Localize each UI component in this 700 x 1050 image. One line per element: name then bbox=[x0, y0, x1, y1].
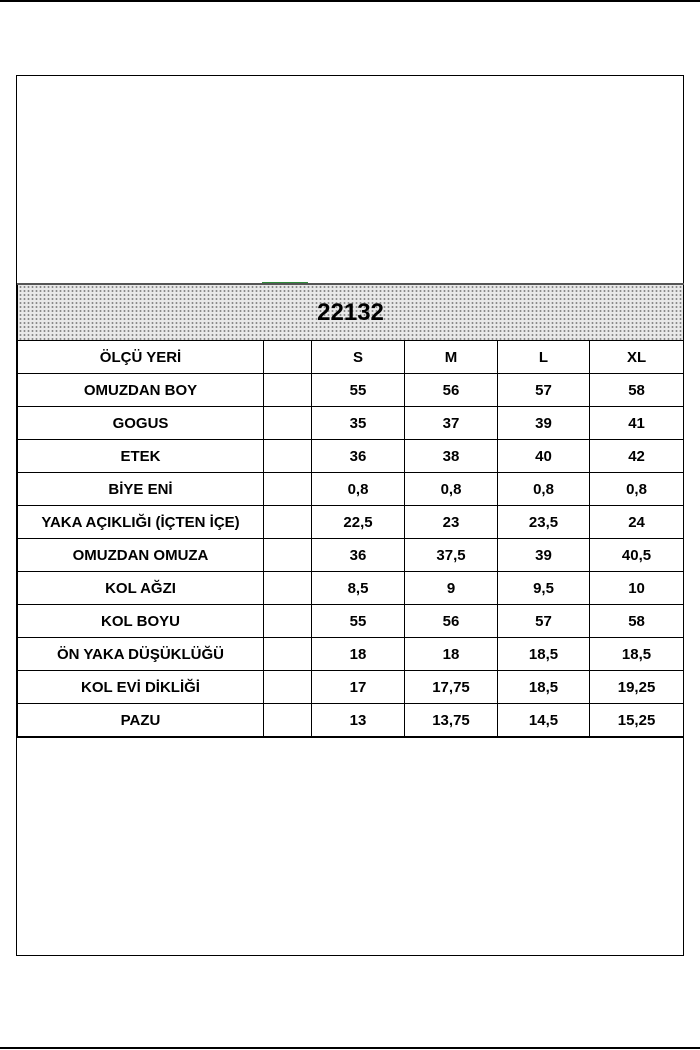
measurement-cell: 18,5 bbox=[498, 671, 590, 704]
measurement-cell: 55 bbox=[312, 605, 405, 638]
measurement-cell: 36 bbox=[312, 539, 405, 572]
product-code: 22132 bbox=[18, 284, 684, 341]
header-size-xl: XL bbox=[590, 341, 684, 374]
measurement-cell: 40,5 bbox=[590, 539, 684, 572]
measurement-cell: 17,75 bbox=[405, 671, 498, 704]
measurement-cell: 0,8 bbox=[590, 473, 684, 506]
page-bottom-rule bbox=[0, 1047, 700, 1049]
table-row bbox=[18, 407, 684, 440]
blank-cell bbox=[264, 572, 312, 605]
blank-cell bbox=[264, 407, 312, 440]
measurement-cell: 57 bbox=[498, 374, 590, 407]
measurement-cell: 24 bbox=[590, 506, 684, 539]
measurement-cell: 18,5 bbox=[498, 638, 590, 671]
row-label: ÖN YAKA DÜŞÜKLÜĞÜ bbox=[18, 638, 264, 671]
measurement-cell: 10 bbox=[590, 572, 684, 605]
row-label: BİYE ENİ bbox=[18, 473, 264, 506]
size-chart-table bbox=[17, 283, 684, 738]
table-row bbox=[18, 473, 684, 506]
measurement-cell: 58 bbox=[590, 605, 684, 638]
measurement-cell: 0,8 bbox=[405, 473, 498, 506]
row-label: OMUZDAN BOY bbox=[18, 374, 264, 407]
row-label: KOL AĞZI bbox=[18, 572, 264, 605]
blank-cell bbox=[264, 638, 312, 671]
table-row bbox=[18, 572, 684, 605]
header-blank-cell bbox=[264, 341, 312, 374]
measurement-cell: 23 bbox=[405, 506, 498, 539]
measurement-cell: 0,8 bbox=[498, 473, 590, 506]
header-size-s: S bbox=[312, 341, 405, 374]
measurement-cell: 41 bbox=[590, 407, 684, 440]
measurement-cell: 40 bbox=[498, 440, 590, 473]
measurement-cell: 55 bbox=[312, 374, 405, 407]
page-top-rule bbox=[0, 0, 700, 2]
measurement-cell: 14,5 bbox=[498, 704, 590, 738]
measurement-cell: 42 bbox=[590, 440, 684, 473]
blank-cell bbox=[264, 506, 312, 539]
table-row bbox=[18, 506, 684, 539]
table-row bbox=[18, 638, 684, 671]
measurement-cell: 13 bbox=[312, 704, 405, 738]
measurement-cell: 9 bbox=[405, 572, 498, 605]
measurement-cell: 19,25 bbox=[590, 671, 684, 704]
measurement-cell: 39 bbox=[498, 539, 590, 572]
measurement-cell: 39 bbox=[498, 407, 590, 440]
title-row bbox=[18, 284, 684, 341]
blank-cell bbox=[264, 539, 312, 572]
row-label: KOL EVİ DİKLİĞİ bbox=[18, 671, 264, 704]
row-label: ETEK bbox=[18, 440, 264, 473]
blank-cell bbox=[264, 704, 312, 738]
blank-cell bbox=[264, 374, 312, 407]
measurement-cell: 57 bbox=[498, 605, 590, 638]
row-label: GOGUS bbox=[18, 407, 264, 440]
table-row bbox=[18, 374, 684, 407]
table-row bbox=[18, 440, 684, 473]
header-row bbox=[18, 341, 684, 374]
row-label: OMUZDAN OMUZA bbox=[18, 539, 264, 572]
blank-cell bbox=[264, 671, 312, 704]
row-label: KOL BOYU bbox=[18, 605, 264, 638]
measurement-cell: 18 bbox=[405, 638, 498, 671]
measurement-cell: 56 bbox=[405, 605, 498, 638]
row-label: YAKA AÇIKLIĞI (İÇTEN İÇE) bbox=[18, 506, 264, 539]
measurement-cell: 9,5 bbox=[498, 572, 590, 605]
measurement-cell: 56 bbox=[405, 374, 498, 407]
measurement-cell: 13,75 bbox=[405, 704, 498, 738]
measurement-cell: 0,8 bbox=[312, 473, 405, 506]
blank-cell bbox=[264, 605, 312, 638]
measurement-cell: 15,25 bbox=[590, 704, 684, 738]
measurement-cell: 22,5 bbox=[312, 506, 405, 539]
row-label: PAZU bbox=[18, 704, 264, 738]
measurement-cell: 23,5 bbox=[498, 506, 590, 539]
measurement-cell: 18 bbox=[312, 638, 405, 671]
header-label: ÖLÇÜ YERİ bbox=[18, 341, 264, 374]
measurement-cell: 58 bbox=[590, 374, 684, 407]
table-row bbox=[18, 605, 684, 638]
measurement-cell: 38 bbox=[405, 440, 498, 473]
measurement-cell: 36 bbox=[312, 440, 405, 473]
measurement-cell: 37,5 bbox=[405, 539, 498, 572]
table-row bbox=[18, 671, 684, 704]
measurement-cell: 18,5 bbox=[590, 638, 684, 671]
table-row bbox=[18, 704, 684, 738]
blank-cell bbox=[264, 473, 312, 506]
table-row bbox=[18, 539, 684, 572]
measurement-cell: 8,5 bbox=[312, 572, 405, 605]
blank-cell bbox=[264, 440, 312, 473]
header-size-m: M bbox=[405, 341, 498, 374]
measurement-cell: 37 bbox=[405, 407, 498, 440]
header-size-l: L bbox=[498, 341, 590, 374]
measurement-cell: 17 bbox=[312, 671, 405, 704]
measurement-cell: 35 bbox=[312, 407, 405, 440]
